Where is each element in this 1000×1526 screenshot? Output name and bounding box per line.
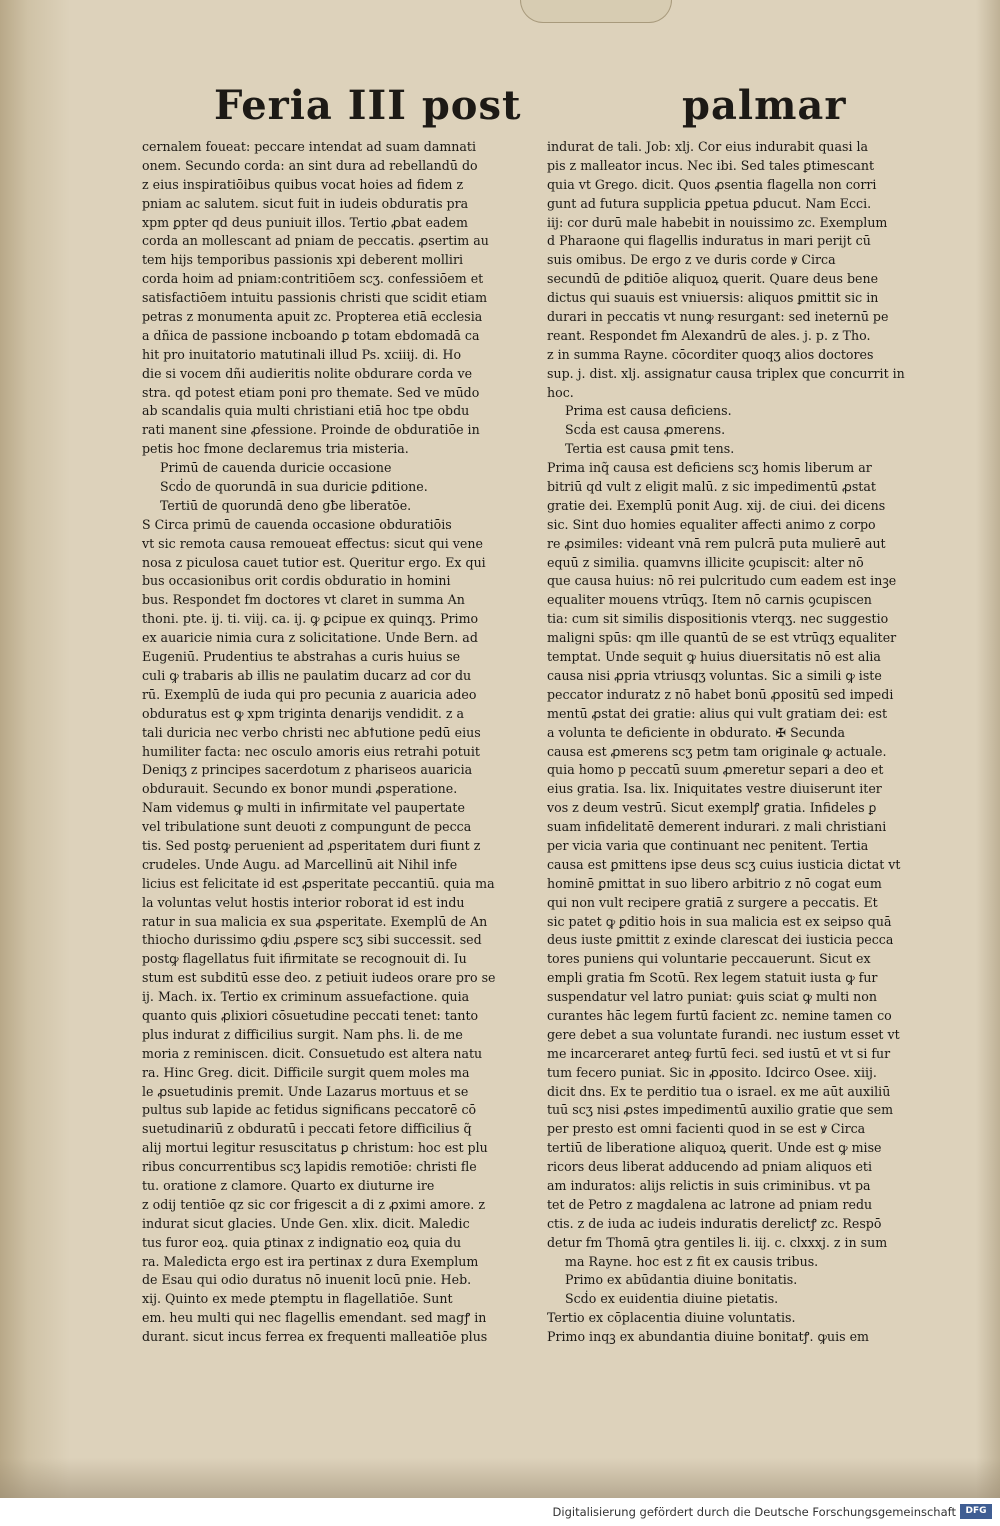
text-line: xpm ꝑpter qd deus puniuit illos. Tertio ꝓbat eadem (142, 214, 468, 230)
text-line: z in summa Rayne. cōcorditer quoqʒ alios doctores (547, 346, 874, 362)
text-line: ex auaricie nimia cura z solicitatione. Unde Bern. ad (142, 630, 478, 646)
text-line: eius gratia. Isa. lix. Iniquitates vestre diuiserunt iter (547, 781, 882, 797)
text-line: dictus qui suauis est vniuersis: aliquos ꝑmittit sic in (547, 290, 879, 306)
text-line: cernalem foueat: peccare intendat ad suam damnati (142, 139, 477, 154)
text-line: petras z monumenta apuit zc. Propterea etiā ecclesia (142, 309, 483, 325)
text-line: vt sic remota causa remoueat effectus: sicut qui vene (142, 535, 483, 551)
text-line: tu. oratione z clamore. Quarto ex diuturne ire (142, 1177, 435, 1193)
text-line: ra. Maledicta ergo est ira pertinax z dura Exemplum (142, 1253, 479, 1269)
text-line: hit pro inuitatorio matutinali illud Ps. xciiij. di. Ho (142, 346, 462, 362)
page-bottom-shadow (0, 1458, 1000, 1498)
text-line: corda an mollescant ad pniam de peccatis. ꝓsertim au (142, 233, 489, 249)
text-column-left (142, 138, 534, 1347)
page-tab-mark (520, 0, 672, 23)
text-line: rū. Exemplū de iuda qui pro pecunia z auaricia adeo (142, 686, 477, 702)
text-line: tis. Sed postꝙ peruenient ad ꝓsperitatem duri fiunt z (142, 837, 481, 853)
running-head-right: palmar (682, 82, 847, 129)
footer-bar (0, 1498, 1000, 1526)
text-line: plus indurat z difficilius surgit. Nam phs. li. de me (142, 1026, 463, 1042)
text-line: die si vocem dñi audieritis nolite obdurare corda ve (142, 365, 473, 381)
text-line: petis hoc fmone declaremus tria misteria. (142, 441, 409, 457)
text-line: ij. Mach. ix. Tertio ex criminum assuefactione. quia (142, 989, 470, 1005)
text-line: bus. Respondet fm doctores vt claret in summa An (142, 592, 465, 608)
text-line: satisfactiōem intuitu passionis christi que scidit etiam (142, 290, 488, 306)
text-line: z odij tentiōe qz sic cor frigescit a di z ꝓximi amore. z (142, 1196, 485, 1212)
text-line: obdurauit. Secundo ex bonor mundi ꝓsperatione. (142, 781, 458, 797)
text-line: humiliter facta: nec osculo amoris eius retrahi potuit (142, 743, 480, 759)
text-line: tertiū de liberatione aliquoꝝ querit. Unde est ꝙ mise (547, 1140, 882, 1156)
text-line: suspendatur vel latro puniat: ꝙuis sciat ꝙ multi non (547, 989, 877, 1005)
text-line: rati manent sine ꝓfessione. Proinde de obduratiōe in (142, 422, 480, 438)
text-line: gratie dei. Exemplū ponit Aug. xij. de ciui. dei dicens (547, 497, 886, 513)
text-line: de Esau qui odio duratus nō inuenit locū pnie. Heb. (142, 1272, 472, 1288)
text-line: a volunta te deficiente in obdurato. ✠ Secunda (547, 724, 846, 740)
text-line: que causa huius: nō rei pulcritudo cum eadem est inꝫe (547, 573, 897, 589)
text-line: vos z deum vestrū. Sicut exemplꝭ gratia. Infideles ꝑ (547, 800, 877, 816)
text-line: Tertia est causa ꝑmit tens. (565, 441, 735, 457)
text-line: peccator induratz z nō habet bonū ꝓpositū sed impedi (547, 686, 894, 702)
text-line: ratur in sua malicia ex sua ꝓsperitate. Exemplū de An (142, 913, 488, 929)
text-line: tia: cum sit similis dispositionis vterqʒ. nec suggestio (547, 611, 889, 627)
text-line: equaliter mouens vtrūqʒ. Item nō carnis ꝯcupiscen (547, 592, 872, 608)
text-line: quanto quis ꝓlixiori cōsuetudine peccati tenet: tanto (142, 1007, 479, 1023)
text-line: sup. j. dist. xlj. assignatur causa triplex que concurrit in (547, 365, 905, 381)
text-line: moria z reminiscen. dicit. Consuetudo est altera natu (142, 1045, 483, 1061)
text-line: Prima inq̃ causa est deficiens scʒ homis liberum ar (547, 460, 872, 476)
text-line: tus furor eoꝝ. quia ꝑtinax z indignatio eoꝝ quia du (142, 1234, 462, 1250)
text-line: crudeles. Unde Augu. ad Marcellinū ait Nihil infe (142, 856, 458, 872)
text-line: suis omibus. De ergo z ve duris corde ꝟ Circa (547, 252, 836, 268)
text-line: Primo inqꝫ ex abundantia diuine bonitatꝭ. ꝙuis em (547, 1329, 869, 1345)
text-line: empli gratia fm Scotū. Rex legem statuit iusta ꝙ fur (547, 970, 878, 986)
text-line: tuū scʒ nisi ꝓstes impedimentū auxilio gratie que sem (547, 1102, 894, 1118)
text-line: Scḋo de quorundā in sua duricie ꝑditione. (160, 479, 428, 495)
text-line: temptat. Unde sequit ꝙ huius diuersitatis nō est alia (547, 649, 881, 665)
text-line: S Circa primū de cauenda occasione obduratiōis (142, 516, 452, 532)
text-line: indurat de tali. Job: xlj. Cor eius indurabit quasi la (547, 139, 869, 154)
text-line: thoni. pte. ij. ti. viij. ca. ij. ꝙ ꝑcipue ex quinqʒ. Primo (142, 611, 479, 627)
text-line: qui non vult recipere gratiā z surgere a peccatis. Et (547, 894, 878, 910)
text-line: curantes hāc legem furtū facient zc. nemine tamen co (547, 1007, 892, 1023)
text-line: bitriū qd vult z eligit malū. z sic impedimentū ꝓstat (547, 479, 876, 495)
text-line: per presto est omni facienti quod in se est ꝟ Circa (547, 1121, 866, 1137)
text-line: quia homo p peccatū suum ꝓmeretur separi a deo et (547, 762, 884, 778)
text-line: la voluntas velut hostis interior roborat id est indu (142, 894, 465, 910)
text-line: xij. Quinto ex mede ꝑtemptu in flagellatiōe. Sunt (142, 1291, 453, 1307)
text-column-right (547, 138, 942, 1347)
text-line: indurat sicut glacies. Unde Gen. xlix. dicit. Maledic (142, 1215, 470, 1231)
text-line: em. heu multi qui nec flagellis emendant. sed magꝭ in (142, 1310, 487, 1326)
text-line: pultus sub lapide ac fetidus significans peccatorē cō (142, 1102, 477, 1118)
page-gutter-shadow (0, 0, 70, 1498)
text-line: am induratos: alijs relictis in suis criminibus. vt pa (547, 1177, 871, 1193)
text-line: causa nisi ꝓpria vtriusqʒ voluntas. Sic a simili ꝙ iste (547, 667, 882, 683)
text-line: Scḋa est causa ꝓmerens. (565, 422, 726, 438)
text-line: Scḋo ex euidentia diuine pietatis. (565, 1291, 779, 1307)
running-head-left: Feria III post (214, 82, 522, 129)
text-line: deus iuste ꝑmittit z exinde clarescat dei iusticia pecca (547, 932, 894, 948)
text-line: ribus concurrentibus scʒ lapidis remotiōe: christi fle (142, 1159, 477, 1175)
text-line: ctis. z de iuda ac iudeis induratis derelictꝭ zc. Respō (547, 1215, 882, 1231)
text-line: secundū de ꝑditiōe aliquoꝝ querit. Quare deus bene (547, 271, 879, 287)
text-line: pniam ac salutem. sicut fuit in iudeis obduratis pra (142, 195, 469, 211)
text-line: culi ꝙ trabaris ab illis ne paulatim ducarz ad cor du (142, 667, 472, 683)
text-line: Primū de cauenda duricie occasione (160, 460, 392, 476)
text-line: suam infidelitatē demerent indurari. z mali christiani (547, 819, 887, 835)
text-line: vel tribulatione sunt deuoti z compungunt de pecca (142, 819, 472, 835)
text-line: durari in peccatis vt nunꝙ resurgant: sed ineternū pe (547, 309, 889, 325)
dfg-logo: DFG (960, 1504, 992, 1519)
text-line: gunt ad futura supplicia ꝑpetua ꝑducut. Nam Ecci. (547, 195, 872, 211)
text-line: alij mortui legitur resuscitatus ꝑ christum: hoc est plu (142, 1140, 488, 1156)
text-line: Eugeniū. Prudentius te abstrahas a curis huius se (142, 649, 461, 665)
text-line: iij: cor durū male habebit in nouissimo zc. Exemplum (547, 214, 888, 230)
text-line: per vicia varia que continuant nec penitent. Tertia (547, 837, 869, 853)
text-line: dicit dns. Ex te perditio tua o israel. ex me aūt auxiliū (547, 1083, 891, 1099)
text-line: ma Rayne. hoc est z fit ex causis tribus. (565, 1253, 819, 1269)
text-line: detur fm Thomā ꝯtra gentiles li. iij. c. clxxxj. z in sum (547, 1234, 888, 1250)
text-line: Tertiū de quorundā deno gƀe liberatōe. (160, 497, 412, 513)
text-line: z eius inspiratiōibus quibus vocat hoies ad fidem z (142, 176, 464, 192)
text-line: thiocho durissimo ꝙdiu ꝓspere scʒ sibi successit. sed (142, 932, 482, 948)
text-line: mentū ꝓstat dei gratie: alius qui vult gratiam dei: est (547, 705, 888, 721)
funding-credit: Digitalisierung gefördert durch die Deutsche Forschungsgemeinschaft (552, 1505, 956, 1519)
text-line: sic patet ꝙ ꝑditio hois in sua malicia est ex seipso quā (547, 913, 892, 929)
text-line: maligni spūs: qm ille quantū de se est vtrūqʒ equaliter (547, 630, 897, 646)
text-line: postꝙ flagellatus fuit ifirmitate se recognouit di. Iu (142, 951, 467, 967)
text-line: me incarceraret anteꝙ furtū feci. sed iustū et vt si fur (547, 1045, 891, 1061)
text-line: obduratus est ꝙ xpm triginta denarijs vendidit. z a (142, 705, 465, 721)
text-line: hoc. (547, 384, 574, 400)
text-line: hominē ꝑmittat in suo libero arbitrio z nō cogat eum (547, 875, 882, 891)
text-line: suetudinariū z obduratū i peccati fetore difficilius q̃ (142, 1121, 472, 1137)
text-line: licius est felicitate id est ꝓsperitate peccantiū. quia ma (142, 875, 495, 891)
text-line: Prima est causa deficiens. (565, 403, 732, 419)
text-line: corda hoim ad pniam:contritiōem scʒ. confessiōem et (142, 271, 484, 287)
text-line: ab scandalis quia multi christiani etiā hoc tpe obdu (142, 403, 470, 419)
text-line: bus occasionibus orit cordis obduratio in homini (142, 573, 451, 589)
text-line: Tertio ex cōplacentia diuine voluntatis. (547, 1310, 796, 1326)
text-line: tali duricia nec verbo christi nec abꝉutione pedū eius (142, 724, 481, 740)
text-line: pis z malleator incus. Nec ibi. Sed tales ꝑtimescant (547, 157, 875, 173)
text-line: tem hijs temporibus passionis xpi deberent molliri (142, 252, 463, 268)
text-line: Deniqʒ z principes sacerdotum z phariseos auaricia (142, 762, 473, 778)
text-line: tores puniens qui voluntarie peccauerunt. Sicut ex (547, 951, 871, 967)
text-line: equū z similia. quamvns illicite ꝯcupiscit: alter nō (547, 554, 864, 570)
text-line: onem. Secundo corda: an sint dura ad rebellandū do (142, 157, 478, 173)
text-line: tet de Petro z magdalena ac latrone ad pniam redu (547, 1196, 873, 1212)
text-line: Primo ex abūdantia diuine bonitatis. (565, 1272, 798, 1288)
text-line: stra. qd potest etiam poni pro themate. Sed ve mūdo (142, 384, 480, 400)
text-line: tum fecero puniat. Sic in ꝓposito. Idcirco Osee. xiij. (547, 1064, 877, 1080)
text-line: durant. sicut incus ferrea ex frequenti malleatiōe plus (142, 1329, 488, 1345)
text-line: sic. Sint duo homies equaliter affecti animo z corpo (547, 516, 876, 532)
text-line: d Pharaone qui flagellis induratus in mari perijt cū (547, 233, 871, 249)
text-line: re ꝓsimiles: videant vnā rem pulcrā puta mulierē aut (547, 535, 886, 551)
text-line: stum est subditū esse deo. z petiuit iudeos orare pro se (142, 970, 496, 986)
text-line: causa est ꝓmerens scʒ petm tam originale ꝙ actuale. (547, 743, 887, 759)
text-line: reant. Respondet fm Alexandrū de ales. j. p. z Tho. (547, 327, 871, 343)
text-line: causa est ꝑmittens ipse deus scʒ cuius iusticia dictat vt (547, 856, 901, 872)
text-line: ricors deus liberat adducendo ad pniam aliquos eti (547, 1159, 872, 1175)
text-line: quia vt Grego. dicit. Quos ꝓsentia flagella non corri (547, 176, 877, 192)
text-line: Nam videmus ꝙ multi in infirmitate vel paupertate (142, 800, 465, 816)
text-line: gere debet a sua voluntate furandi. nec iustum esset vt (547, 1026, 900, 1042)
text-line: ra. Hinc Greg. dicit. Difficile surgit quem moles ma (142, 1064, 470, 1080)
text-line: le ꝓsuetudinis premit. Unde Lazarus mortuus et se (142, 1083, 469, 1099)
text-line: a dñica de passione incboando ꝑ totam ebdomadā ca (142, 327, 480, 343)
page-edge-shadow (976, 0, 1000, 1498)
text-line: nosa z piculosa cauet tutior est. Queritur ergo. Ex qui (142, 554, 486, 570)
